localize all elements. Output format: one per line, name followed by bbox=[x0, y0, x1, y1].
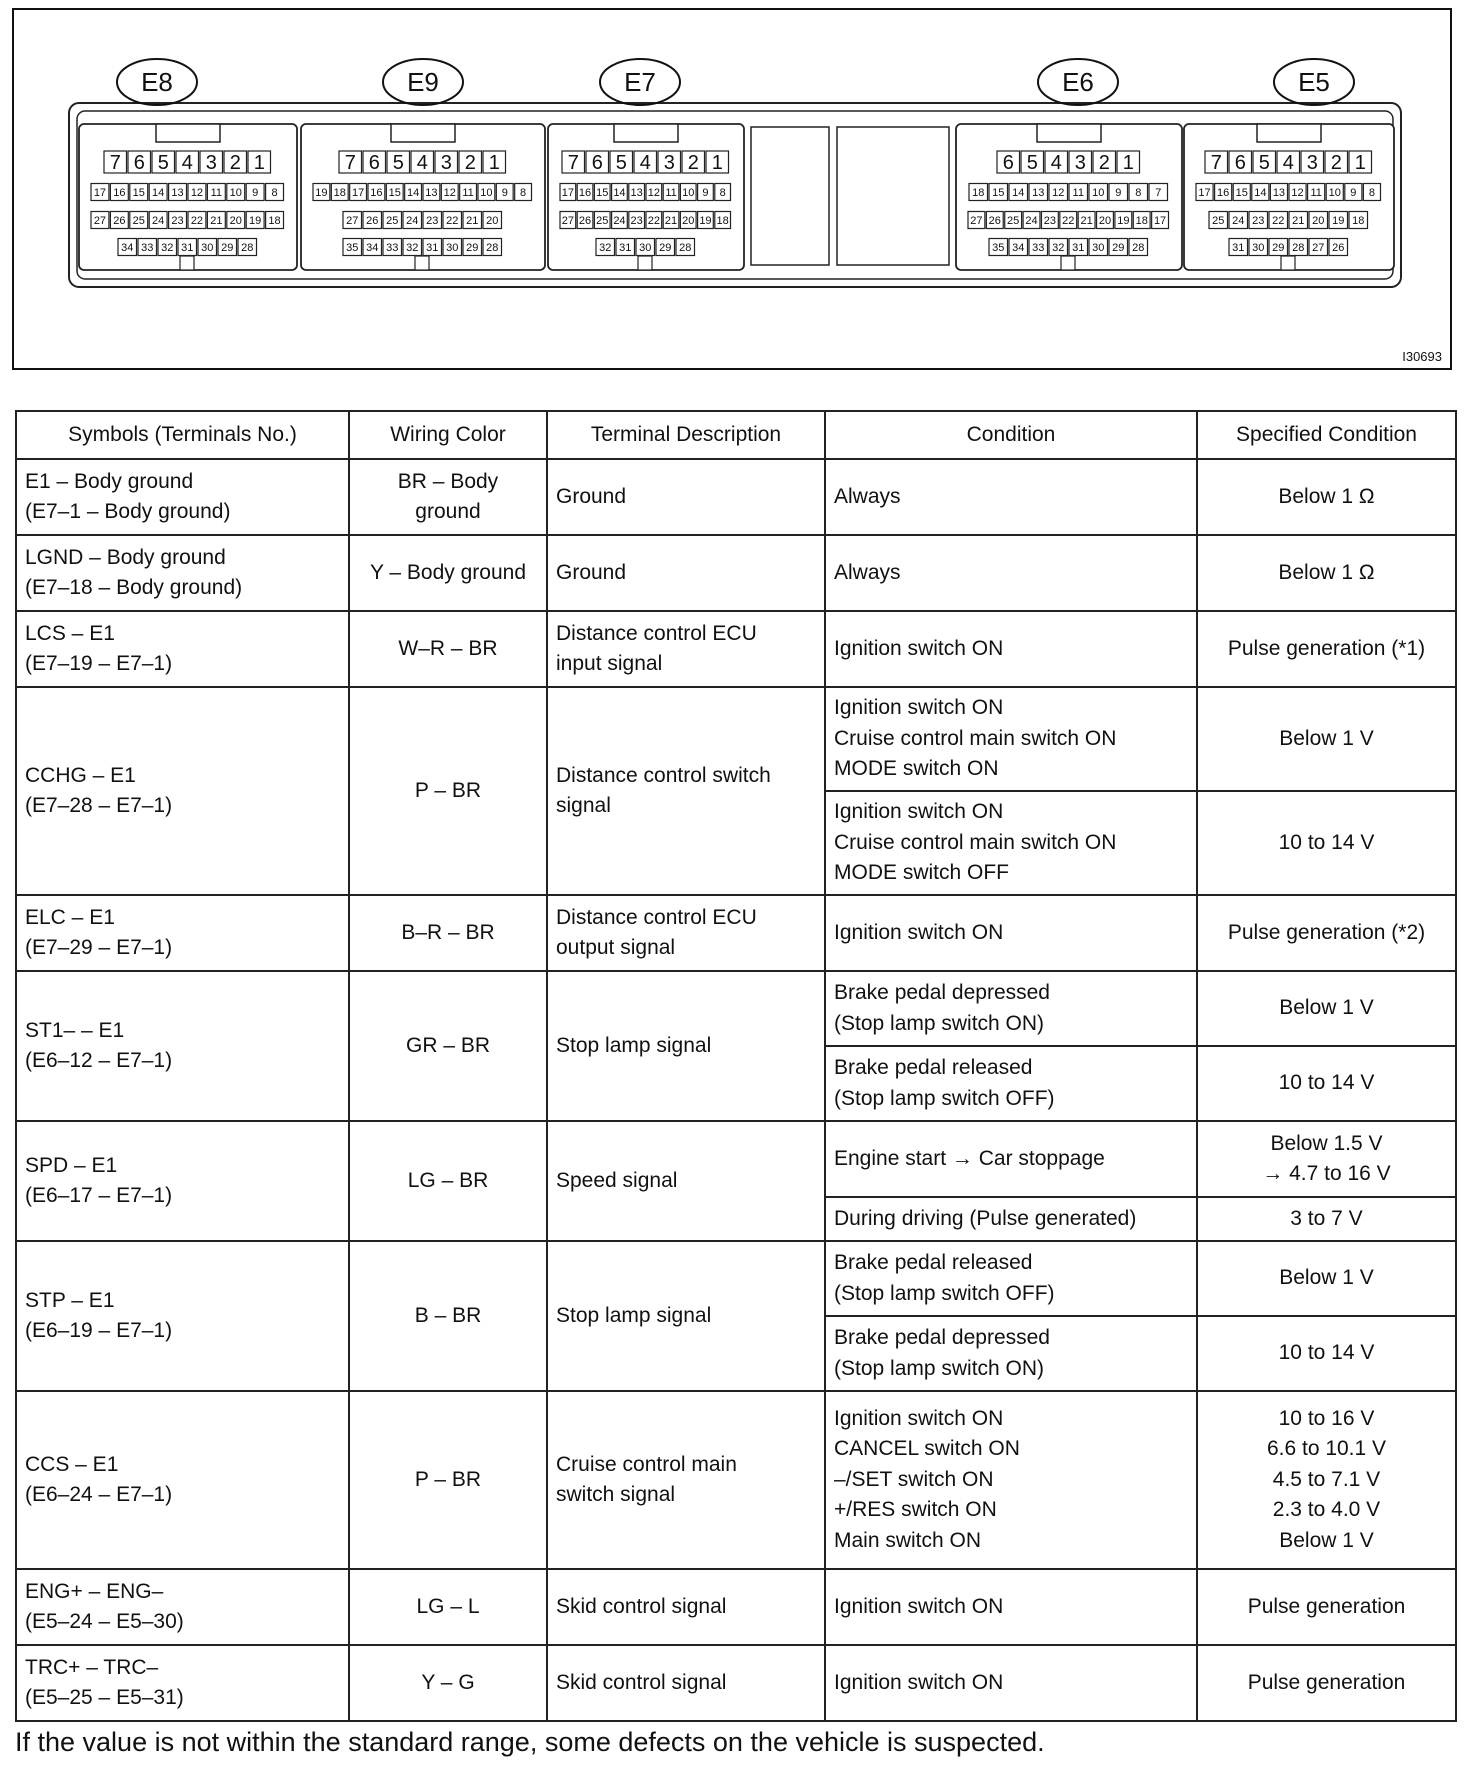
condition-cell: Brake pedal released (Stop lamp switch OFF) bbox=[825, 1046, 1197, 1121]
pin-number: 29 bbox=[466, 241, 479, 254]
pin-number: 32 bbox=[1052, 241, 1065, 254]
pin-number: 9 bbox=[1115, 186, 1122, 199]
blank-block bbox=[751, 127, 829, 265]
pin-number: 26 bbox=[578, 214, 592, 227]
wiring-cell: LG – L bbox=[349, 1569, 547, 1645]
diagram-code: I30693 bbox=[1402, 349, 1442, 364]
pin-number: 30 bbox=[446, 241, 459, 254]
table-row bbox=[16, 971, 1456, 1046]
pin-number: 18 bbox=[716, 214, 729, 227]
pin-number: 14 bbox=[1012, 186, 1025, 199]
pin-number: 1 bbox=[1354, 152, 1366, 175]
pin-number: 19 bbox=[249, 214, 262, 227]
pin-number: 13 bbox=[630, 186, 643, 199]
pin-number: 3 bbox=[205, 152, 217, 175]
pin-number: 31 bbox=[1072, 241, 1085, 254]
pin-number: 30 bbox=[1092, 241, 1105, 254]
pin-number: 29 bbox=[221, 241, 234, 254]
pin-number: 25 bbox=[1212, 214, 1225, 227]
pin-number: 5 bbox=[615, 152, 627, 175]
pin-number: 22 bbox=[446, 214, 459, 227]
pin-number: 1 bbox=[253, 152, 265, 175]
pin-number: 23 bbox=[1043, 214, 1057, 227]
pin-number: 25 bbox=[1007, 214, 1020, 227]
wiring-cell: LG – BR bbox=[349, 1121, 547, 1241]
spec-cell: 10 to 14 V bbox=[1197, 1046, 1456, 1121]
pin-number: 16 bbox=[370, 186, 383, 199]
pin-number: 19 bbox=[1332, 214, 1345, 227]
description-cell: Distance control switch signal bbox=[547, 687, 825, 895]
pin-number: 20 bbox=[1312, 214, 1325, 227]
wiring-cell: P – BR bbox=[349, 1391, 547, 1569]
pin-number: 21 bbox=[1080, 214, 1093, 227]
description-cell: Speed signal bbox=[547, 1121, 825, 1241]
table-row bbox=[16, 1391, 1456, 1569]
pin-number: 18 bbox=[972, 186, 985, 199]
spec-cell: Below 1 V bbox=[1197, 687, 1456, 791]
pin-number: 11 bbox=[210, 186, 223, 199]
spec-cell: Below 1 V bbox=[1197, 971, 1456, 1046]
pin-number: 18 bbox=[268, 214, 281, 227]
symbol-cell: CCS – E1 (E6–24 – E7–1) bbox=[16, 1391, 349, 1569]
description-cell: Skid control signal bbox=[547, 1645, 825, 1721]
pin-number: 14 bbox=[406, 186, 420, 199]
condition-cell: Ignition switch ON CANCEL switch ON –/SET switch ON +/RES switch ON Main switch ON bbox=[825, 1391, 1197, 1569]
pin-number: 11 bbox=[1072, 186, 1084, 199]
pin-number: 33 bbox=[1032, 241, 1045, 254]
pin-number: 15 bbox=[1235, 186, 1248, 199]
spec-cell: Below 1 V bbox=[1197, 1241, 1456, 1316]
table-row bbox=[16, 1121, 1456, 1197]
pin-number: 12 bbox=[1052, 186, 1065, 199]
connector-label: E9 bbox=[407, 67, 439, 97]
spec-cell: Pulse generation bbox=[1197, 1569, 1456, 1645]
wiring-cell: Y – Body ground bbox=[349, 535, 547, 611]
pin-number: 12 bbox=[190, 186, 204, 199]
pin-number: 23 bbox=[1252, 214, 1265, 227]
pin-number: 35 bbox=[992, 241, 1005, 254]
description-cell: Stop lamp signal bbox=[547, 1241, 825, 1391]
description-cell: Skid control signal bbox=[547, 1569, 825, 1645]
symbol-cell: ELC – E1 (E7–29 – E7–1) bbox=[16, 895, 349, 971]
condition-cell: Engine start → Car stoppage bbox=[825, 1121, 1197, 1197]
wiring-cell: B – BR bbox=[349, 1241, 547, 1391]
connector-label: E5 bbox=[1298, 67, 1330, 97]
pin-number: 28 bbox=[1292, 241, 1305, 254]
symbol-cell: ST1– – E1 (E6–12 – E7–1) bbox=[16, 971, 349, 1121]
pin-number: 8 bbox=[271, 186, 278, 199]
pin-number: 20 bbox=[1098, 214, 1112, 227]
pin-number: 10 bbox=[682, 186, 695, 199]
pin-number: 32 bbox=[599, 241, 612, 254]
pin-number: 25 bbox=[132, 214, 145, 227]
pin-number: 34 bbox=[121, 241, 134, 254]
pin-number: 10 bbox=[480, 186, 493, 199]
connector-latch bbox=[156, 124, 220, 142]
wiring-cell: BR – Body ground bbox=[349, 459, 547, 535]
pin-number: 17 bbox=[1198, 186, 1211, 199]
pin-number: 21 bbox=[466, 214, 479, 227]
pin-number: 16 bbox=[578, 186, 592, 199]
pin-number: 2 bbox=[1098, 152, 1110, 175]
connector-label: E7 bbox=[624, 67, 656, 97]
connector-diagram bbox=[12, 8, 1452, 370]
pin-number: 2 bbox=[687, 152, 699, 175]
pin-number: 3 bbox=[1074, 152, 1086, 175]
table-row bbox=[16, 1569, 1456, 1645]
pin-number: 11 bbox=[462, 186, 474, 199]
pin-number: 20 bbox=[682, 214, 695, 227]
pin-number: 4 bbox=[416, 152, 428, 175]
wiring-cell: W–R – BR bbox=[349, 611, 547, 687]
pin-number: 11 bbox=[1310, 186, 1322, 199]
spec-cell: Below 1 Ω bbox=[1197, 459, 1456, 535]
wiring-cell: B–R – BR bbox=[349, 895, 547, 971]
pin-number: 24 bbox=[1025, 214, 1038, 227]
pin-number: 26 bbox=[988, 214, 1001, 227]
pin-number: 18 bbox=[333, 186, 346, 199]
header-symbols: Symbols (Terminals No.) bbox=[16, 411, 349, 459]
pin-number: 26 bbox=[1332, 241, 1345, 254]
connector-latch bbox=[391, 124, 455, 142]
condition-cell: Always bbox=[825, 535, 1197, 611]
pin-number: 14 bbox=[1254, 186, 1267, 199]
spec-cell: Pulse generation (*2) bbox=[1197, 895, 1456, 971]
pin-number: 1 bbox=[1122, 152, 1134, 175]
symbol-cell: LCS – E1 (E7–19 – E7–1) bbox=[16, 611, 349, 687]
pin-number: 9 bbox=[702, 186, 709, 199]
pin-number: 5 bbox=[157, 152, 169, 175]
pin-number: 4 bbox=[1282, 152, 1294, 175]
pin-number: 8 bbox=[719, 186, 726, 199]
pin-number: 16 bbox=[1217, 186, 1230, 199]
table-header-row bbox=[16, 411, 1456, 459]
pin-number: 20 bbox=[486, 214, 499, 227]
footer-note: If the value is not within the standard range, some defects on the vehicle is suspected. bbox=[15, 1727, 1045, 1757]
pin-number: 31 bbox=[619, 241, 632, 254]
connector-key bbox=[1281, 256, 1295, 270]
pin-number: 3 bbox=[1306, 152, 1318, 175]
header-wiring-color: Wiring Color bbox=[349, 411, 547, 459]
connector-key bbox=[638, 256, 652, 270]
connector-key bbox=[1061, 256, 1075, 270]
pin-number: 6 bbox=[133, 152, 145, 175]
symbol-cell: LGND – Body ground (E7–18 – Body ground) bbox=[16, 535, 349, 611]
pin-number: 3 bbox=[663, 152, 675, 175]
pin-number: 12 bbox=[647, 186, 660, 199]
description-cell: Cruise control main switch signal bbox=[547, 1391, 825, 1569]
pin-number: 17 bbox=[561, 186, 574, 199]
pin-number: 4 bbox=[1050, 152, 1062, 175]
spec-cell: 10 to 14 V bbox=[1197, 791, 1456, 895]
wiring-cell: Y – G bbox=[349, 1645, 547, 1721]
pin-number: 5 bbox=[1026, 152, 1038, 175]
connector-label: E8 bbox=[141, 67, 173, 97]
pin-number: 22 bbox=[1272, 214, 1285, 227]
pin-number: 24 bbox=[406, 214, 419, 227]
pin-number: 8 bbox=[1135, 186, 1142, 199]
pin-number: 10 bbox=[229, 186, 242, 199]
pin-number: 13 bbox=[171, 186, 184, 199]
symbol-cell: E1 – Body ground (E7–1 – Body ground) bbox=[16, 459, 349, 535]
pin-number: 30 bbox=[201, 241, 214, 254]
pin-number: 17 bbox=[93, 186, 107, 199]
pin-number: 25 bbox=[386, 214, 399, 227]
pin-number: 4 bbox=[639, 152, 651, 175]
condition-cell: Ignition switch ON bbox=[825, 611, 1197, 687]
pin-number: 2 bbox=[464, 152, 476, 175]
condition-cell: Always bbox=[825, 459, 1197, 535]
connector-drawing bbox=[14, 10, 1449, 367]
pin-number: 8 bbox=[520, 186, 527, 199]
pin-number: 8 bbox=[1368, 186, 1376, 199]
pin-number: 16 bbox=[113, 186, 126, 199]
pin-number: 10 bbox=[1328, 186, 1341, 199]
pin-number: 6 bbox=[368, 152, 380, 175]
wiring-cell: P – BR bbox=[349, 687, 547, 895]
pin-number: 24 bbox=[1232, 214, 1245, 227]
pin-number: 2 bbox=[1330, 152, 1342, 175]
pin-number: 7 bbox=[567, 152, 579, 175]
pin-number: 1 bbox=[711, 152, 723, 175]
table-row bbox=[16, 611, 1456, 687]
pin-number: 21 bbox=[1292, 214, 1305, 227]
description-cell: Ground bbox=[547, 535, 825, 611]
description-cell: Distance control ECU input signal bbox=[547, 611, 825, 687]
pin-number: 27 bbox=[1312, 241, 1325, 254]
table-row bbox=[16, 687, 1456, 791]
condition-cell: Ignition switch ON bbox=[825, 1645, 1197, 1721]
condition-cell: Ignition switch ON Cruise control main switch ON MODE switch OFF bbox=[825, 791, 1197, 895]
table-row bbox=[16, 535, 1456, 611]
pin-number: 7 bbox=[1155, 186, 1162, 199]
pin-number: 28 bbox=[241, 241, 254, 254]
pin-number: 18 bbox=[1135, 214, 1148, 227]
spec-cell: Pulse generation bbox=[1197, 1645, 1456, 1721]
pin-number: 31 bbox=[426, 241, 439, 254]
table-row bbox=[16, 895, 1456, 971]
pin-number: 34 bbox=[366, 241, 379, 254]
pin-number: 1 bbox=[488, 152, 500, 175]
pin-number: 17 bbox=[351, 186, 365, 199]
condition-cell: Brake pedal released (Stop lamp switch OFF) bbox=[825, 1241, 1197, 1316]
terminal-spec-table bbox=[15, 410, 1457, 1722]
pin-number: 19 bbox=[699, 214, 712, 227]
table-row bbox=[16, 1241, 1456, 1316]
spec-cell: 10 to 14 V bbox=[1197, 1316, 1456, 1391]
pin-number: 6 bbox=[1234, 152, 1246, 175]
symbol-cell: SPD – E1 (E6–17 – E7–1) bbox=[16, 1121, 349, 1241]
connector-key bbox=[180, 256, 194, 270]
pin-number: 12 bbox=[1291, 186, 1304, 199]
spec-cell: 3 to 7 V bbox=[1197, 1197, 1456, 1241]
pin-number: 27 bbox=[970, 214, 983, 227]
header-specified-condition: Specified Condition bbox=[1197, 411, 1456, 459]
description-cell: Ground bbox=[547, 459, 825, 535]
spec-cell: Pulse generation (*1) bbox=[1197, 611, 1456, 687]
description-cell: Stop lamp signal bbox=[547, 971, 825, 1121]
pin-number: 29 bbox=[1272, 241, 1285, 254]
pin-number: 9 bbox=[252, 186, 259, 199]
symbol-cell: ENG+ – ENG– (E5–24 – E5–30) bbox=[16, 1569, 349, 1645]
description-cell: Distance control ECU output signal bbox=[547, 895, 825, 971]
pin-number: 32 bbox=[406, 241, 419, 254]
pin-number: 24 bbox=[613, 214, 626, 227]
pin-number: 4 bbox=[181, 152, 193, 175]
pin-number: 22 bbox=[647, 214, 660, 227]
connector-latch bbox=[614, 124, 678, 142]
pin-number: 29 bbox=[1112, 241, 1125, 254]
pin-number: 28 bbox=[679, 241, 692, 254]
symbol-cell: CCHG – E1 (E7–28 – E7–1) bbox=[16, 687, 349, 895]
pin-number: 10 bbox=[1092, 186, 1105, 199]
pin-number: 13 bbox=[425, 186, 438, 199]
pin-number: 32 bbox=[161, 241, 174, 254]
pin-number: 27 bbox=[93, 214, 107, 227]
pin-number: 35 bbox=[346, 241, 359, 254]
pin-number: 5 bbox=[1258, 152, 1270, 175]
pin-number: 17 bbox=[1153, 214, 1167, 227]
pin-number: 30 bbox=[639, 241, 652, 254]
pin-number: 26 bbox=[113, 214, 126, 227]
pin-number: 24 bbox=[152, 214, 165, 227]
condition-cell: Ignition switch ON bbox=[825, 1569, 1197, 1645]
pin-number: 9 bbox=[1350, 186, 1357, 199]
pin-number: 22 bbox=[1062, 214, 1075, 227]
pin-number: 33 bbox=[141, 241, 154, 254]
spec-cell: 10 to 16 V 6.6 to 10.1 V 4.5 to 7.1 V 2.3 to 4.0 V Below 1 V bbox=[1197, 1391, 1456, 1569]
table-row bbox=[16, 459, 1456, 535]
pin-number: 15 bbox=[992, 186, 1005, 199]
pin-number: 6 bbox=[591, 152, 603, 175]
connector-key bbox=[415, 256, 429, 270]
pin-number: 31 bbox=[181, 241, 194, 254]
pin-number: 19 bbox=[1117, 214, 1130, 227]
condition-cell: Brake pedal depressed (Stop lamp switch ON) bbox=[825, 1316, 1197, 1391]
pin-number: 3 bbox=[440, 152, 452, 175]
condition-cell: Ignition switch ON bbox=[825, 895, 1197, 971]
wiring-cell: GR – BR bbox=[349, 971, 547, 1121]
pin-number: 13 bbox=[1272, 186, 1286, 199]
pin-number: 9 bbox=[501, 186, 508, 199]
pin-number: 6 bbox=[1002, 152, 1014, 175]
symbol-cell: STP – E1 (E6–19 – E7–1) bbox=[16, 1241, 349, 1391]
pin-number: 12 bbox=[443, 186, 456, 199]
pin-number: 27 bbox=[346, 214, 359, 227]
blank-block bbox=[837, 127, 949, 265]
pin-number: 19 bbox=[315, 186, 328, 199]
pin-number: 25 bbox=[596, 214, 609, 227]
pin-number: 33 bbox=[386, 241, 399, 254]
pin-number: 7 bbox=[344, 152, 356, 175]
pin-number: 5 bbox=[392, 152, 404, 175]
pin-number: 27 bbox=[561, 214, 574, 227]
pin-number: 34 bbox=[1012, 241, 1025, 254]
spec-cell: Below 1 Ω bbox=[1197, 535, 1456, 611]
pin-number: 30 bbox=[1252, 241, 1265, 254]
header-condition: Condition bbox=[825, 411, 1197, 459]
pin-number: 28 bbox=[1132, 241, 1145, 254]
pin-number: 7 bbox=[109, 152, 121, 175]
pin-number: 21 bbox=[664, 214, 678, 227]
pin-number: 15 bbox=[132, 186, 145, 199]
pin-number: 13 bbox=[1032, 186, 1045, 199]
condition-cell: During driving (Pulse generated) bbox=[825, 1197, 1197, 1241]
pin-number: 23 bbox=[630, 214, 643, 227]
pin-number: 14 bbox=[152, 186, 165, 199]
symbol-cell: TRC+ – TRC– (E5–25 – E5–31) bbox=[16, 1645, 349, 1721]
condition-cell: Ignition switch ON Cruise control main switch ON MODE switch ON bbox=[825, 687, 1197, 791]
pin-number: 26 bbox=[366, 214, 379, 227]
pin-number: 15 bbox=[596, 186, 609, 199]
pin-number: 11 bbox=[665, 186, 677, 199]
pin-number: 23 bbox=[426, 214, 439, 227]
spec-cell: Below 1.5 V → 4.7 to 16 V bbox=[1197, 1121, 1456, 1197]
connector-latch bbox=[1037, 124, 1101, 142]
pin-number: 22 bbox=[190, 214, 204, 227]
pin-number: 7 bbox=[1210, 152, 1222, 175]
header-terminal-description: Terminal Description bbox=[547, 411, 825, 459]
connector-latch bbox=[1257, 124, 1321, 142]
pin-number: 20 bbox=[229, 214, 242, 227]
pin-number: 14 bbox=[613, 186, 626, 199]
pin-number: 18 bbox=[1352, 214, 1365, 227]
condition-cell: Brake pedal depressed (Stop lamp switch ON) bbox=[825, 971, 1197, 1046]
pin-number: 31 bbox=[1232, 241, 1245, 254]
pin-number: 28 bbox=[486, 241, 499, 254]
connector-label: E6 bbox=[1062, 67, 1094, 97]
pin-number: 29 bbox=[659, 241, 672, 254]
pin-number: 2 bbox=[229, 152, 241, 175]
pin-number: 23 bbox=[171, 214, 184, 227]
pin-number: 21 bbox=[210, 214, 223, 227]
pin-number: 15 bbox=[388, 186, 401, 199]
table-row bbox=[16, 1645, 1456, 1721]
